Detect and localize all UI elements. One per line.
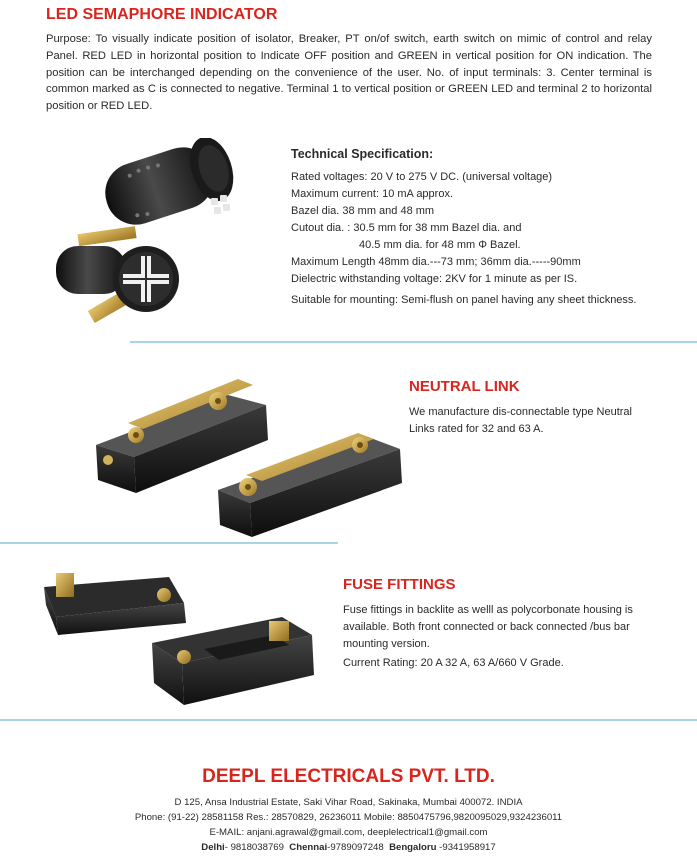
neutral-link-description: We manufacture dis-connectable type Neutral Links rated for 32 and 63 A. xyxy=(409,406,632,435)
technical-specification xyxy=(291,146,691,309)
fuse-fittings-image xyxy=(34,565,324,715)
led-semaphore-title: LED SEMAPHORE INDICATOR xyxy=(46,6,278,23)
divider-3 xyxy=(0,719,697,721)
spec-line-mounting: Suitable for mounting: Semi-flush on panel having any sheet thickness. xyxy=(291,294,637,306)
fuse-current-rating: Current Rating: 20 A 32 A, 63 A/660 V Grade. xyxy=(343,657,564,669)
led-purpose-paragraph: Purpose: To visually indicate position of isolator, Breaker, PT on/of switch, earth switch on mimic of control and relay Panel. RED LED in horizontal position to Indicate OFF position and GREEN in vertical position for ON indication. The position can be interchanged depending on the convenience of the user. No. of input terminals: 3. Center terminal is common marked as C is connected to negative. Terminal 1 to vertical position or GREEN LED and terminal 2 to horizontal position or RED LED. xyxy=(46,33,652,113)
address-line: D 125, Ansa Industrial Estate, Saki Vihar Road, Sakinaka, Mumbai 400072. INDIA xyxy=(174,797,523,808)
branch-number-chennai: -9789097248 xyxy=(327,842,384,853)
spec-line-dielectric: Dielectric withstanding voltage: 2KV for 1 minute as per IS. xyxy=(291,273,578,285)
neutral-link-image xyxy=(78,365,408,545)
spec-heading: Technical Specification: xyxy=(291,147,434,161)
phone-line: Phone: (91-22) 28581158 Res.: 28570829, 26236011 Mobile: 8850475796,9820095029,9324236011 xyxy=(134,812,563,823)
spec-line-bazel: Bazel dia. 38 mm and 48 mm xyxy=(291,205,435,217)
branch-city-chennai: Chennai xyxy=(289,842,328,853)
contact-footer xyxy=(0,795,697,855)
branch-city-delhi: Delhi xyxy=(201,842,225,853)
email-line: E-MAIL: anjani.agrawal@gmail.com, deeplelectrical1@gmail.com xyxy=(209,827,488,838)
branch-line xyxy=(0,840,697,855)
divider-2 xyxy=(0,542,338,544)
branch-number-bengaloru: -9341958917 xyxy=(436,842,496,853)
spec-line-voltage: Rated voltages: 20 V to 275 V DC. (universal voltage) xyxy=(291,171,553,183)
spec-line-length: Maximum Length 48mm dia.---73 mm; 36mm dia.-----90mm xyxy=(291,256,581,268)
branch-number-delhi: - 9818038769 xyxy=(224,842,284,853)
company-name: DEEPL ELECTRICALS PVT. LTD. xyxy=(202,766,495,787)
neutral-link-title: NEUTRAL LINK xyxy=(409,378,520,395)
spec-line-cutout-2: 40.5 mm dia. for 48 mm Φ Bazel. xyxy=(359,239,521,251)
spec-line-cutout: Cutout dia. : 30.5 mm for 38 mm Bazel dia. and xyxy=(291,222,522,234)
fuse-fittings-title: FUSE FITTINGS xyxy=(343,576,456,593)
spec-line-current: Maximum current: 10 mA approx. xyxy=(291,188,454,200)
led-semaphore-image xyxy=(48,138,248,338)
divider-1 xyxy=(130,341,697,343)
branch-city-bengaloru: Bengaloru xyxy=(389,842,437,853)
fuse-fittings-description: Fuse fittings in backlite as welll as polycorbonate housing is available. Both front connected or back connected /bus bar mounting version. xyxy=(343,604,633,650)
